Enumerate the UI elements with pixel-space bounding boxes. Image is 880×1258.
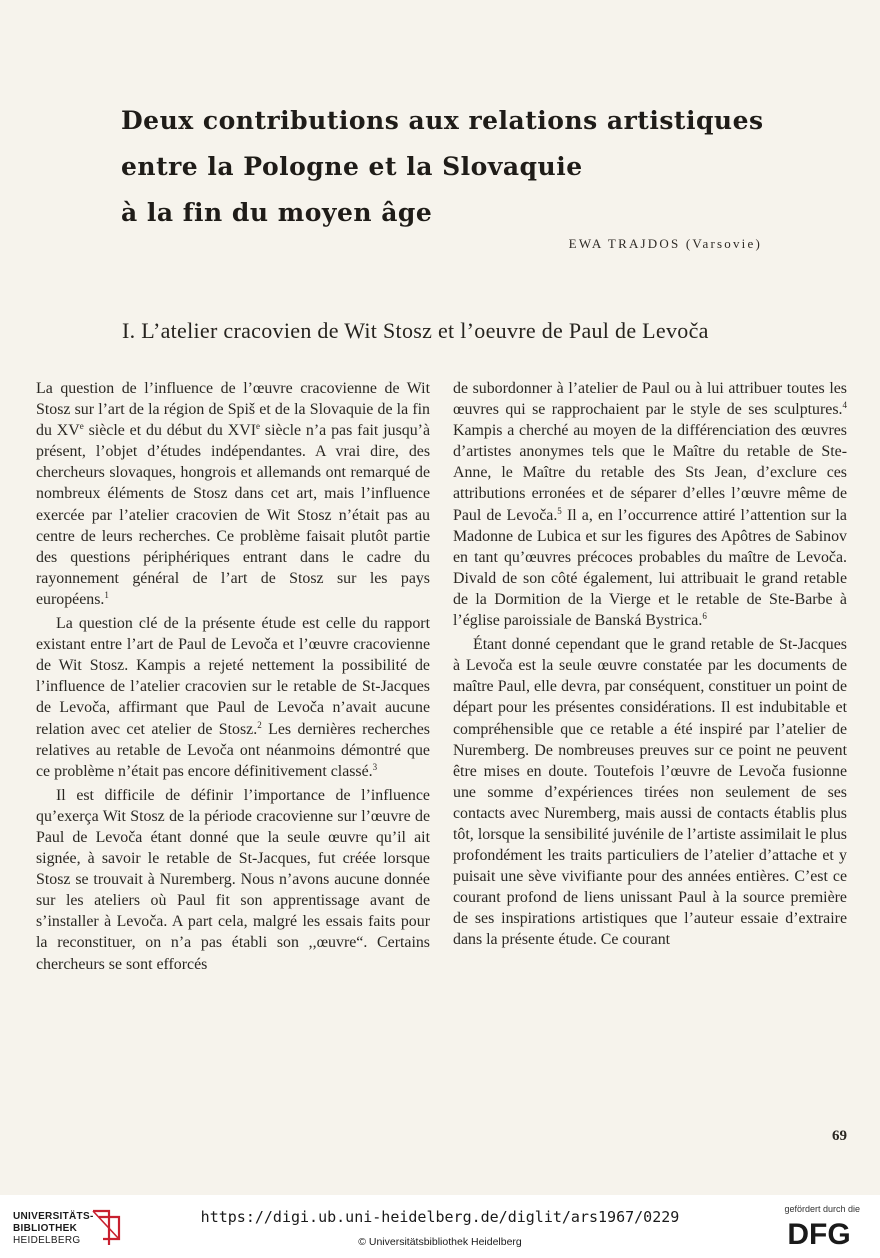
copyright-notice: © Universitätsbibliothek Heidelberg	[358, 1236, 522, 1248]
library-name-line-3: HEIDELBERG	[13, 1235, 81, 1246]
author-line: EWA TRAJDOS (Varsovie)	[568, 236, 762, 251]
title-line-1: Deux contributions aux relations artistiques	[121, 106, 764, 135]
page-number: 69	[832, 1128, 847, 1144]
paragraph: La question de l’influence de l’œuvre cracovienne de Wit Stosz sur l’art de la région de Spiš et de la Slovaquie de la fin du XVe siècle et du début du XVIe siècle n’a pas fait jusqu’à présent, l’objet d’études indépendantes. A vrai dire, des chercheurs slovaques, hongrois et allemands ont remarqué de nombreux éléments de Stosz dans cet art, mais l’influence exercée par l’atelier cracovien de Wit Stosz n’était pas au centre de leurs recherches. Ce problème faisait plutôt partie des questions périphériques entrant dans le cadre du rayonnement général de l’art de Stosz sur les pays européens.$^1$	[36, 380, 431, 608]
section-heading: I. L’atelier cracovien de Wit Stosz et l’oeuvre de Paul de Levoča	[122, 318, 709, 343]
dfg-logo[interactable]	[778, 1214, 860, 1248]
paragraph: Étant donné cependant que le grand retable de St-Jacques à Levoča est la seule œuvre constatée par les documents de maître Paul, elle devra, par conséquent, constituer un point de départ pour les présentes considérations. Il est indubitable et compréhensible que ce retable a été inspiré par l’atelier de Nuremberg. De nombreuses preuves sur ce point ne peuvent être mises en doute. Toutefois l’œuvre de Levoča fusionne une somme d’expériences tirées non seulement de ses contacts avec Nuremberg, mais aussi de contacts établis plus tôt, lorsque la sensibilité juvénile de l’artiste assimilait le plus profondément les traits particuliers de l’atelier d’attache et y puisait une sève vivifiante pour des années entières. C’est ce courant profond de liens unissant Paul à la source première de ses inspirations artistiques que l’auteur essaie d’extraire dans la présente étude. Ce courant	[453, 636, 847, 949]
permalink-url[interactable]: https://digi.ub.uni-heidelberg.de/diglit/ars1967/0229	[200, 1208, 680, 1226]
title-line-2: entre la Pologne et la Slovaquie	[121, 152, 583, 181]
sponsor-caption: gefördert durch die	[784, 1204, 860, 1214]
title-line-3: à la fin du moyen âge	[121, 198, 433, 227]
paragraph: La question clé de la présente étude est celle du rapport existant entre l’art de Paul de Levoča et l’œuvre cracovienne de Wit Stosz. Kampis a rejeté nettement la possibilité de l’influence de l’atelier cracovien sur le retable de St-Jacques de Levoča, affirmant que Paul de Levoča n’avait aucune relation avec cet atelier de Stosz.$^2$ Les dernières recherches relatives au retable de Levoča ont néanmoins démontré que ce problème n’était pas encore définitivement classé.$^3$	[36, 615, 430, 780]
paragraph: Il est difficile de définir l’importance de l’influence qu’exerça Wit Stosz de la période cracovienne sur l’œuvre de Paul de Levoča étant donné que la seule œuvre qu’il ait signée, à savoir le retable de St-Jacques, fut créée lorsque Stosz se trouvait à Nuremberg. Nous n’avons aucune donnée sur les ateliers où Paul fit son apprentissage avant de s’installer à Levoča. A part cela, malgré les essais faits pour la reconstituer, on n’a pas établi son ,,œuvre“. Certains chercheurs se sont efforcés	[36, 786, 430, 973]
text-column-right	[453, 378, 847, 951]
library-name-line-1: UNIVERSITÄTS-	[13, 1211, 94, 1222]
viewer-footer	[0, 1195, 880, 1258]
text-column-left	[36, 378, 430, 975]
article-title	[121, 98, 764, 236]
paragraph: de subordonner à l’atelier de Paul ou à lui attribuer toutes les œuvres qui se rapprochaient par le style de ses sculptures.$^4$ Kampis a cherché au moyen de la différenciation des œuvres d’artistes anonymes tels que le Maître du retable de Ste-Anne, le Maître du retable des Sts Jean, d’exclure ces attributions erronées et de séparer d’elles l’œuvre même de Paul de Levoča.$^5$ Il a, en l’occurrence attiré l’attention sur la Madonne de Lubica et sur les figures des Apôtres de Sabinov en tant qu’œuvres précoces probables du maître de Levoča. Divald de son côté également, lui attribuait le grand retable de la Dormition de la Vierge et le retable de Ste-Barbe à l’église paroissiale de Banská Bystrica.$^6$	[453, 380, 847, 630]
dfg-logo-text: DFG	[787, 1218, 851, 1248]
library-name-line-2: BIBLIOTHEK	[13, 1223, 78, 1234]
